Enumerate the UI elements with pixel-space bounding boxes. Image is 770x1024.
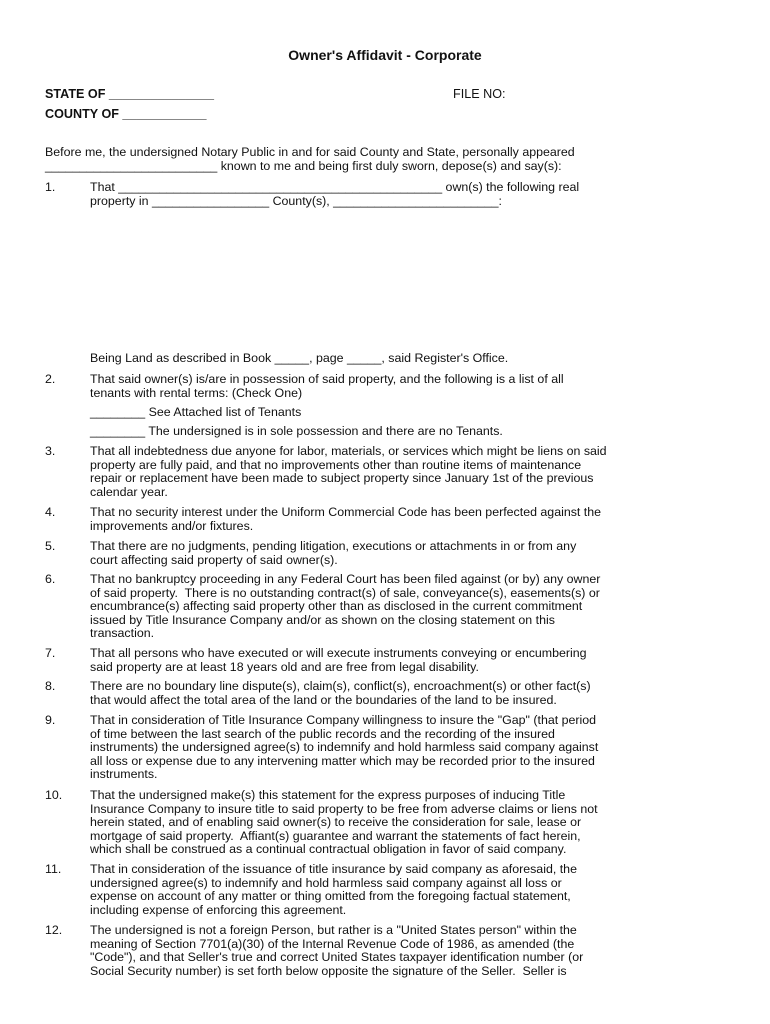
- item-text: That there are no judgments, pending litigation, executions or attachments in or from any court affecting said property of said owner(s).: [90, 539, 577, 567]
- tenant-option-sole-possession: ________ The undersigned is in sole possession and there are no Tenants.: [90, 424, 503, 438]
- item-number: 8.: [45, 679, 56, 693]
- item-text: That said owner(s) is/are in possession of said property, and the following is a list of all tenants with rental terms: (Check One): [90, 372, 564, 400]
- item-text: That the undersigned make(s) this statement for the express purposes of inducing Title Insurance Company to insure title to said property to be free from adverse claims or liens not herein stated, and of enabling said owner(s) to receive the consideration for sale, lease or mortgage of said property. Affiant(s) guarantee and warrant the statements of fact herein, which shall be construed as a continual contractual obligation in favor of said company.: [90, 788, 598, 857]
- item-number: 5.: [45, 539, 56, 553]
- book-page-line: Being Land as described in Book _____, page _____, said Register's Office.: [90, 351, 509, 365]
- item-number: 12.: [45, 923, 63, 937]
- item-text: The undersigned is not a foreign Person, but rather is a "United States person" within the meaning of Section 7701(a)(30) of the Internal Revenue Code of 1986, as amended (the "Code"), and that Seller's true and correct United States taxpayer identification number (or Social Security number) is set forth below opposite the signature of the Seller. Seller is: [90, 923, 584, 978]
- file-no-label: FILE NO:: [453, 87, 506, 101]
- item-text: That in consideration of Title Insurance Company willingness to insure the "Gap" (that period of time between the last search of the public records and the recording of the insured instruments) the undersigned agree(s) to indemnify and hold harmless said company against all loss or expense due to any intervening matter which may be recorded prior to the insured instruments.: [90, 713, 599, 782]
- item-number: 1.: [45, 180, 56, 194]
- document-title: Owner's Affidavit - Corporate: [288, 47, 482, 63]
- item-text: That no security interest under the Uniform Commercial Code has been perfected against the improvements and/or fixtures.: [90, 505, 602, 533]
- item-text: That all indebtedness due anyone for labor, materials, or services which might be liens on said property are fully paid, and that no improvements other than routine items of maintenance repair or replacement have been made to subject property since January 1st of the previous calendar year.: [90, 444, 607, 499]
- item-number: 9.: [45, 713, 56, 727]
- county-field: COUNTY OF ____________: [45, 107, 207, 121]
- item-number: 10.: [45, 788, 63, 802]
- item-number: 11.: [45, 862, 62, 876]
- item-number: 6.: [45, 572, 56, 586]
- item-number: 3.: [45, 444, 56, 458]
- item-text: That in consideration of the issuance of title insurance by said company as aforesaid, the undersigned agree(s) to indemnify and hold harmless said company against all loss or expense on account of any matter or thing omitted from the foregoing factual statement, including expense of enforcing this agreement.: [90, 862, 577, 917]
- item-text: That all persons who have executed or will execute instruments conveying or encumbering said property are at least 18 years old and are free from legal disability.: [90, 646, 587, 674]
- state-field: STATE OF _______________: [45, 87, 214, 101]
- item-number: 2.: [45, 372, 56, 386]
- item-number: 7.: [45, 646, 56, 660]
- item-text: That _______________________________________________ own(s) the following real property in _________________ County(s), ________________________:: [90, 180, 580, 208]
- tenant-option-attached: ________ See Attached list of Tenants: [90, 405, 302, 419]
- item-text: There are no boundary line dispute(s), claim(s), conflict(s), encroachment(s) or other fact(s) that would affect the total area of the land or the boundaries of the land to be insured.: [90, 679, 591, 707]
- item-text: That no bankruptcy proceeding in any Federal Court has been filed against (or by) any owner of said property. There is no outstanding contract(s) of sale, conveyance(s), easements(s) or encumbrance(s) affecting said property other than as disclosed in the current commitment issued by Title Insurance Company and/or as shown on the closing statement on this transaction.: [90, 572, 601, 641]
- item-number: 4.: [45, 505, 56, 519]
- intro-paragraph: Before me, the undersigned Notary Public in and for said County and State, personally appeared _________________________ known to me and being first duly sworn, depose(s) and say(s):: [45, 145, 575, 173]
